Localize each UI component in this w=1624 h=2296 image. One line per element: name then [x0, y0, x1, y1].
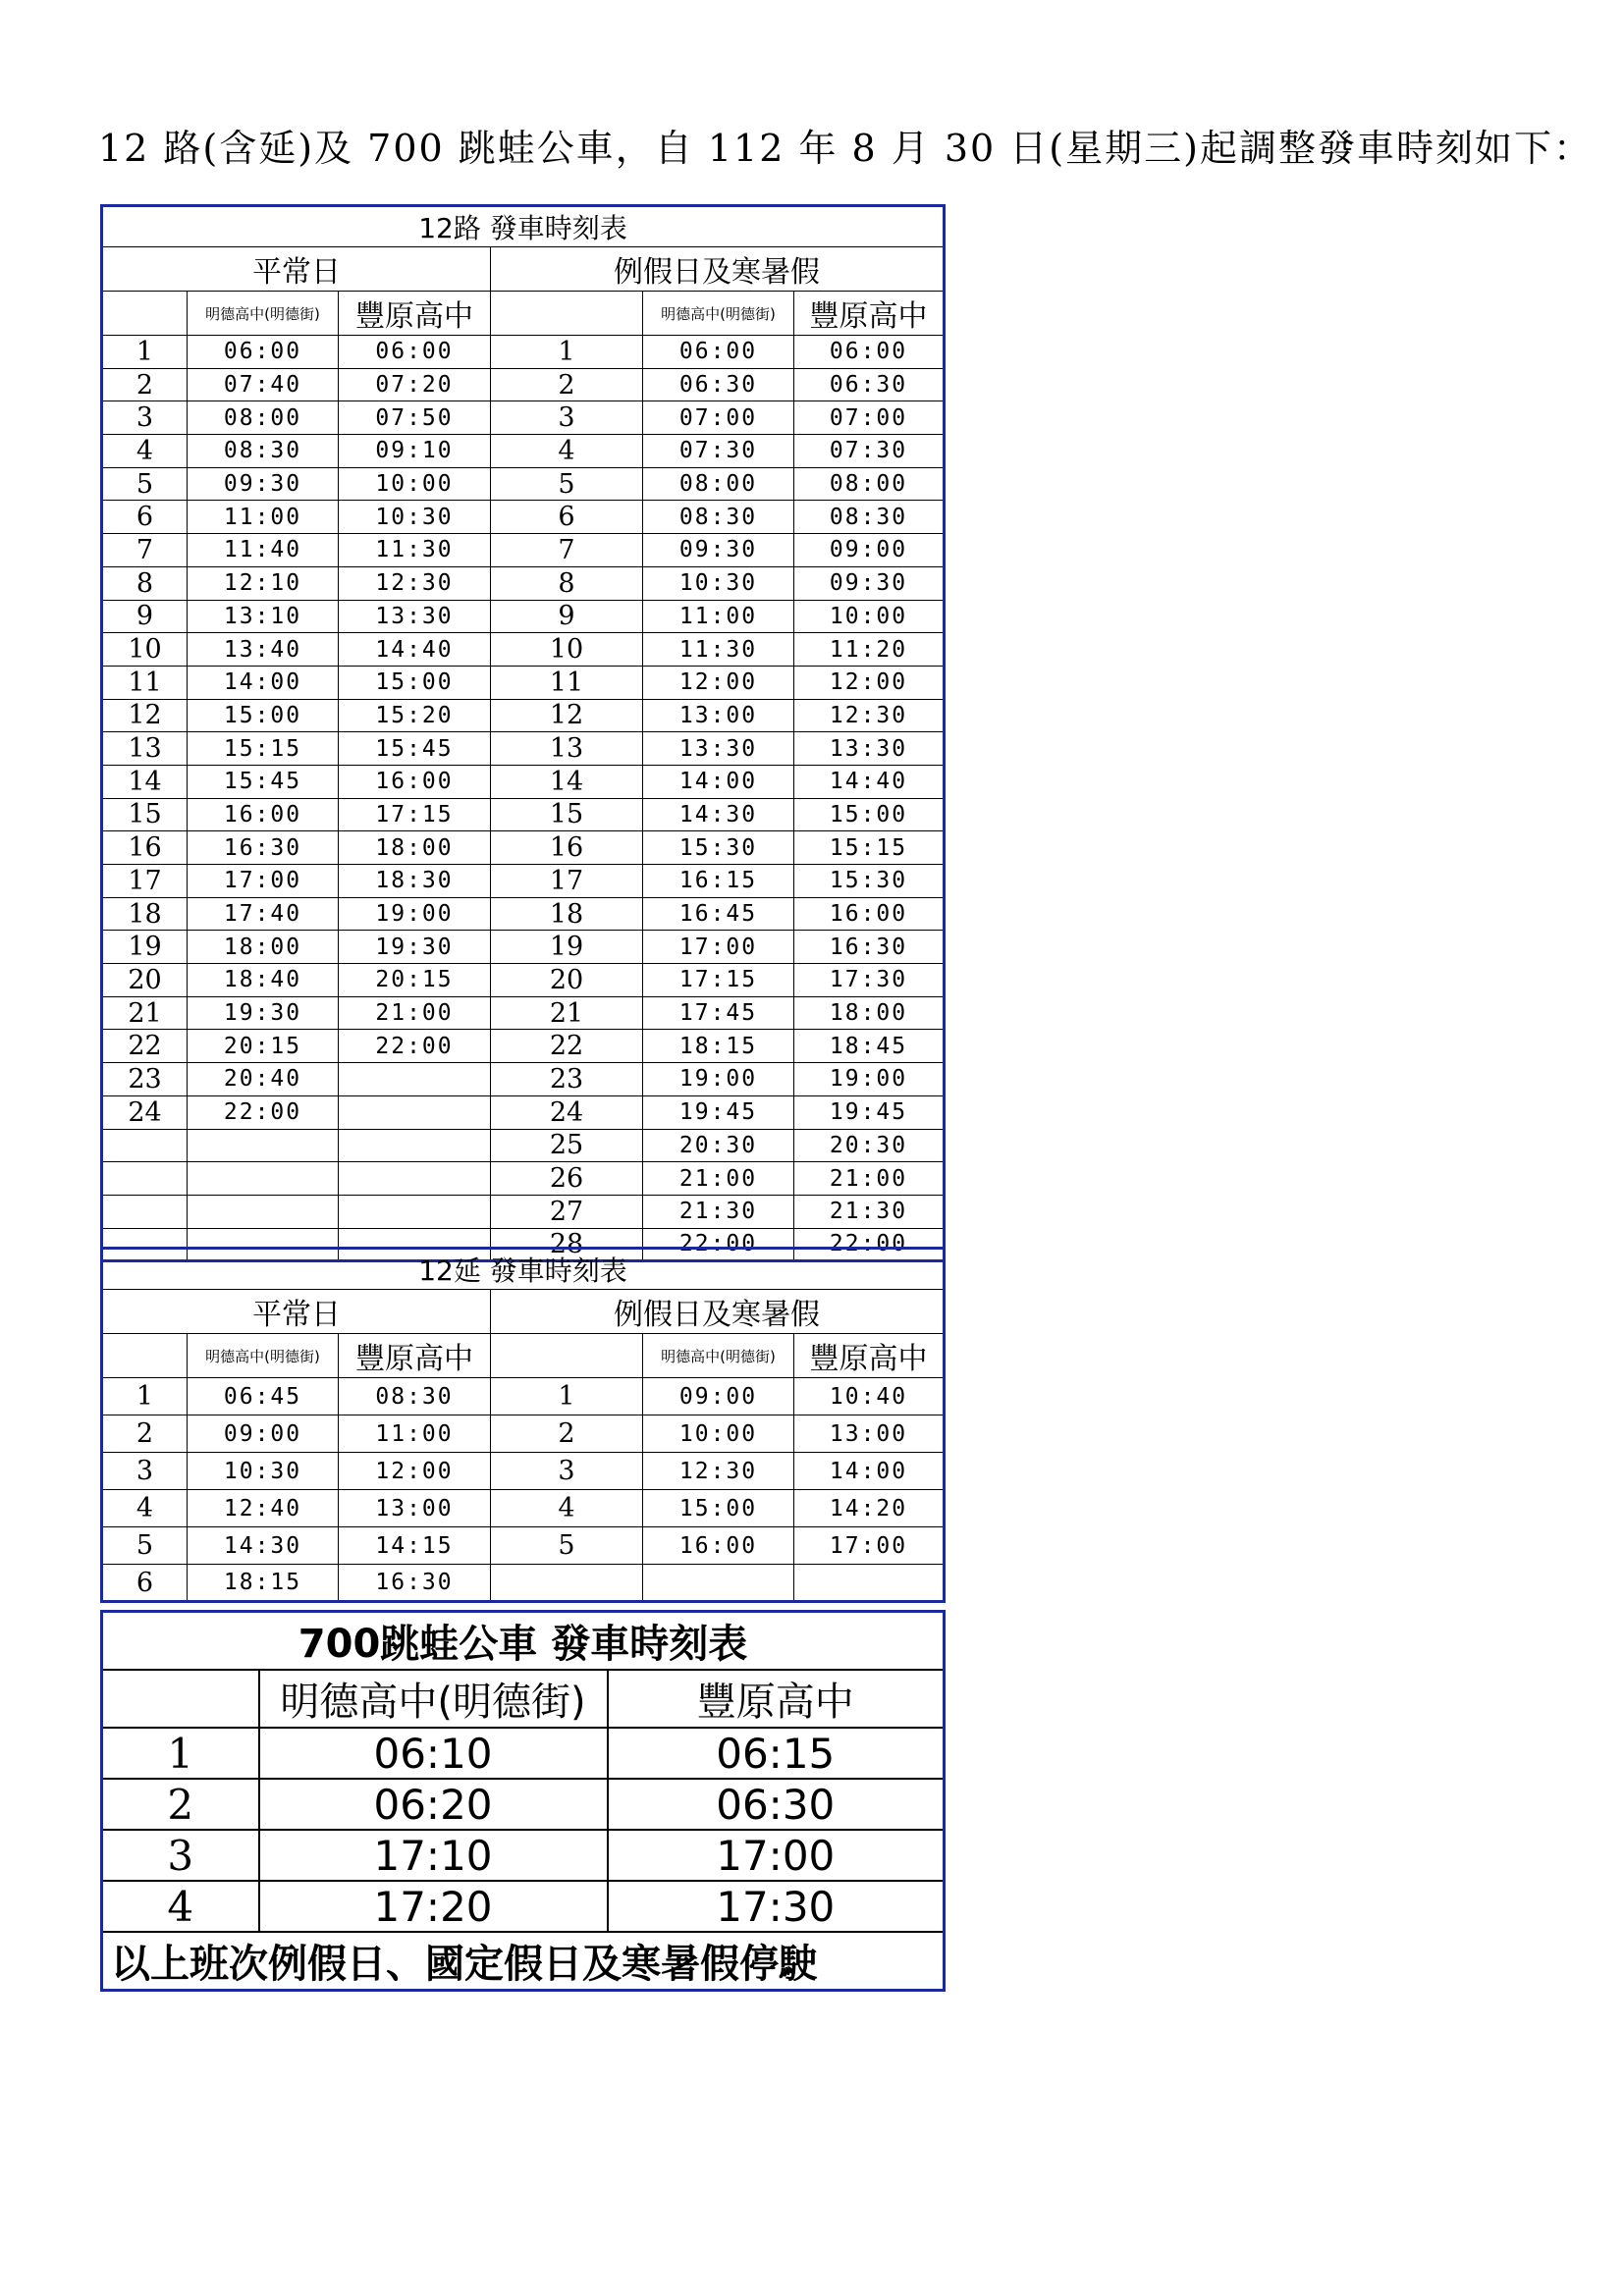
fengyuan-time: 06:15 [608, 1728, 945, 1779]
table-row [102, 566, 945, 600]
holiday-fengyuan-time: 18:00 [794, 996, 945, 1030]
weekday-fengyuan-time: 06:00 [339, 336, 491, 369]
holiday-mingde-time: 10:30 [643, 566, 794, 600]
table-row [102, 831, 945, 865]
holiday-fengyuan-time: 07:00 [794, 401, 945, 435]
holiday-trip-number: 18 [491, 897, 643, 931]
holiday-mingde-time: 20:30 [643, 1129, 794, 1162]
weekday-trip-number: 6 [102, 501, 188, 534]
holiday-trip-number: 4 [491, 435, 643, 468]
table-row [102, 368, 945, 401]
table-row [102, 534, 945, 567]
holiday-trip-number: 19 [491, 931, 643, 964]
weekday-fengyuan-time: 15:00 [339, 666, 491, 699]
weekday-fengyuan-time: 19:30 [339, 931, 491, 964]
weekday-mingde-time: 09:30 [188, 467, 339, 501]
holiday-fengyuan-time: 16:00 [794, 897, 945, 931]
holiday-trip-number: 1 [491, 1378, 643, 1415]
holiday-mingde-time: 12:00 [643, 666, 794, 699]
weekday-mingde-time: 15:00 [188, 699, 339, 732]
holiday-mingde-time: 12:30 [643, 1453, 794, 1490]
table-row [102, 798, 945, 831]
holiday-mingde-time: 13:30 [643, 732, 794, 766]
weekday-fengyuan-time [339, 1095, 491, 1129]
weekday-trip-number: 12 [102, 699, 188, 732]
holiday-fengyuan-time: 14:20 [794, 1490, 945, 1527]
weekday-trip-number: 21 [102, 996, 188, 1030]
holiday-trip-number: 28 [491, 1228, 643, 1261]
holiday-fengyuan-time: 21:00 [794, 1162, 945, 1196]
weekday-trip-number: 3 [102, 401, 188, 435]
table-row [102, 1378, 945, 1415]
weekday-fengyuan-time [339, 1195, 491, 1228]
holiday-mingde-time: 15:00 [643, 1490, 794, 1527]
weekday-trip-number: 13 [102, 732, 188, 766]
table-row [102, 1095, 945, 1129]
holiday-mingde-time: 16:00 [643, 1527, 794, 1565]
weekday-mingde-time: 08:30 [188, 435, 339, 468]
weekday-fengyuan-time: 12:00 [339, 1453, 491, 1490]
holiday-trip-number [491, 1565, 643, 1602]
mingde-time: 06:10 [259, 1728, 608, 1779]
weekday-trip-number: 4 [102, 1490, 188, 1527]
route-12-extension-timetable [100, 1247, 946, 1603]
weekday-trip-number [102, 1162, 188, 1196]
weekday-fengyuan-time: 18:00 [339, 831, 491, 865]
table-row [102, 1779, 945, 1830]
weekday-mingde-time: 15:15 [188, 732, 339, 766]
weekday-mingde-time: 14:00 [188, 666, 339, 699]
holiday-fengyuan-time [794, 1565, 945, 1602]
holiday-fengyuan-time: 15:30 [794, 865, 945, 898]
holiday-fengyuan-time: 12:30 [794, 699, 945, 732]
weekday-header: 平常日 [102, 247, 491, 292]
holiday-fengyuan-time: 17:00 [794, 1527, 945, 1565]
fengyuan-time: 17:30 [608, 1881, 945, 1932]
holiday-mingde-time: 14:00 [643, 765, 794, 798]
holiday-fengyuan-time: 12:00 [794, 666, 945, 699]
table-row [102, 600, 945, 633]
weekday-mingde-time: 20:40 [188, 1063, 339, 1096]
weekday-mingde-time: 17:00 [188, 865, 339, 898]
weekday-mingde-time: 17:40 [188, 897, 339, 931]
weekday-mingde-time: 13:40 [188, 633, 339, 667]
column-header-mingde: 明德高中(明德街) [188, 292, 339, 336]
table-row [102, 699, 945, 732]
weekday-trip-number: 19 [102, 931, 188, 964]
weekday-trip-number: 10 [102, 633, 188, 667]
holiday-fengyuan-time: 08:30 [794, 501, 945, 534]
weekday-trip-number [102, 1129, 188, 1162]
weekday-trip-number: 7 [102, 534, 188, 567]
holiday-trip-number: 24 [491, 1095, 643, 1129]
weekday-trip-number: 5 [102, 1527, 188, 1565]
holiday-fengyuan-time: 06:30 [794, 368, 945, 401]
holiday-trip-number: 23 [491, 1063, 643, 1096]
table-row [102, 1453, 945, 1490]
trip-number: 1 [102, 1728, 259, 1779]
weekday-fengyuan-time: 20:15 [339, 964, 491, 997]
weekday-trip-number: 23 [102, 1063, 188, 1096]
holiday-mingde-time: 09:30 [643, 534, 794, 567]
table-title: 12路 發車時刻表 [102, 206, 945, 247]
column-header-fengyuan: 豐原高中 [339, 1334, 491, 1378]
holiday-trip-number: 17 [491, 865, 643, 898]
weekday-fengyuan-time: 14:40 [339, 633, 491, 667]
weekday-fengyuan-time: 09:10 [339, 435, 491, 468]
table-row [102, 336, 945, 369]
weekday-mingde-time: 16:00 [188, 798, 339, 831]
table-row [102, 1415, 945, 1453]
holiday-mingde-time: 08:00 [643, 467, 794, 501]
table-row [102, 1195, 945, 1228]
route-700-frog-bus-timetable [100, 1610, 946, 1992]
empty-cell [102, 292, 188, 336]
weekday-fengyuan-time: 16:30 [339, 1565, 491, 1602]
weekday-mingde-time: 14:30 [188, 1527, 339, 1565]
holiday-fengyuan-time: 06:00 [794, 336, 945, 369]
holiday-fengyuan-time: 16:30 [794, 931, 945, 964]
weekday-trip-number: 15 [102, 798, 188, 831]
holiday-fengyuan-time: 10:40 [794, 1378, 945, 1415]
table-row [102, 1527, 945, 1565]
holiday-mingde-time [643, 1565, 794, 1602]
weekday-fengyuan-time: 18:30 [339, 865, 491, 898]
holiday-trip-number: 15 [491, 798, 643, 831]
column-header-fengyuan: 豐原高中 [794, 1334, 945, 1378]
column-header-mingde: 明德高中(明德街) [259, 1670, 608, 1728]
weekday-fengyuan-time: 19:00 [339, 897, 491, 931]
holiday-fengyuan-time: 17:30 [794, 964, 945, 997]
weekday-fengyuan-time [339, 1063, 491, 1096]
table-row [102, 1063, 945, 1096]
weekday-mingde-time: 09:00 [188, 1415, 339, 1453]
holiday-fengyuan-time: 09:30 [794, 566, 945, 600]
empty-cell [491, 292, 643, 336]
weekday-trip-number: 24 [102, 1095, 188, 1129]
weekday-mingde-time: 11:00 [188, 501, 339, 534]
holiday-mingde-time: 17:45 [643, 996, 794, 1030]
holiday-mingde-time: 17:00 [643, 931, 794, 964]
weekday-fengyuan-time: 17:15 [339, 798, 491, 831]
weekday-mingde-time: 18:00 [188, 931, 339, 964]
holiday-fengyuan-time: 15:00 [794, 798, 945, 831]
column-header-mingde: 明德高中(明德街) [643, 292, 794, 336]
holiday-mingde-time: 07:00 [643, 401, 794, 435]
table-row [102, 1728, 945, 1779]
holiday-fengyuan-time: 09:00 [794, 534, 945, 567]
table-row [102, 1490, 945, 1527]
table-title: 12延 發車時刻表 [102, 1249, 945, 1290]
weekday-mingde-time: 18:40 [188, 964, 339, 997]
table-row [102, 865, 945, 898]
holiday-fengyuan-time: 20:30 [794, 1129, 945, 1162]
weekday-mingde-time: 10:30 [188, 1453, 339, 1490]
holiday-fengyuan-time: 21:30 [794, 1195, 945, 1228]
table-row [102, 633, 945, 667]
weekday-fengyuan-time: 12:30 [339, 566, 491, 600]
weekday-trip-number: 8 [102, 566, 188, 600]
weekday-trip-number [102, 1195, 188, 1228]
weekday-fengyuan-time: 08:30 [339, 1378, 491, 1415]
weekday-fengyuan-time: 15:20 [339, 699, 491, 732]
holiday-fengyuan-time: 13:30 [794, 732, 945, 766]
holiday-fengyuan-time: 14:40 [794, 765, 945, 798]
weekday-fengyuan-time: 10:00 [339, 467, 491, 501]
weekday-fengyuan-time: 22:00 [339, 1030, 491, 1063]
weekday-trip-number: 14 [102, 765, 188, 798]
mingde-time: 06:20 [259, 1779, 608, 1830]
weekday-fengyuan-time: 07:20 [339, 368, 491, 401]
table-row [102, 401, 945, 435]
holiday-fengyuan-time: 14:00 [794, 1453, 945, 1490]
weekday-mingde-time: 13:10 [188, 600, 339, 633]
holiday-trip-number: 2 [491, 368, 643, 401]
holiday-mingde-time: 17:15 [643, 964, 794, 997]
weekday-header: 平常日 [102, 1290, 491, 1334]
holiday-trip-number: 3 [491, 401, 643, 435]
holiday-fengyuan-time: 08:00 [794, 467, 945, 501]
table-row [102, 732, 945, 766]
column-header-fengyuan: 豐原高中 [608, 1670, 945, 1728]
weekday-mingde-time: 08:00 [188, 401, 339, 435]
table-row [102, 1030, 945, 1063]
holiday-trip-number: 20 [491, 964, 643, 997]
holiday-fengyuan-time: 22:00 [794, 1228, 945, 1261]
holiday-mingde-time: 16:45 [643, 897, 794, 931]
weekday-trip-number: 2 [102, 1415, 188, 1453]
fengyuan-time: 17:00 [608, 1830, 945, 1881]
weekday-mingde-time: 22:00 [188, 1095, 339, 1129]
weekday-trip-number: 4 [102, 435, 188, 468]
column-header-fengyuan: 豐原高中 [339, 292, 491, 336]
holiday-trip-number: 5 [491, 467, 643, 501]
holiday-mingde-time: 09:00 [643, 1378, 794, 1415]
holiday-trip-number: 8 [491, 566, 643, 600]
weekday-mingde-time [188, 1195, 339, 1228]
column-header-mingde: 明德高中(明德街) [643, 1334, 794, 1378]
table-title: 700跳蛙公車 發車時刻表 [102, 1612, 945, 1671]
holiday-trip-number: 3 [491, 1453, 643, 1490]
weekday-fengyuan-time: 11:00 [339, 1415, 491, 1453]
weekday-mingde-time: 18:15 [188, 1565, 339, 1602]
holiday-mingde-time: 08:30 [643, 501, 794, 534]
holiday-header: 例假日及寒暑假 [491, 247, 945, 292]
table-row [102, 666, 945, 699]
holiday-mingde-time: 19:45 [643, 1095, 794, 1129]
holiday-trip-number: 13 [491, 732, 643, 766]
weekday-fengyuan-time: 10:30 [339, 501, 491, 534]
weekday-fengyuan-time: 07:50 [339, 401, 491, 435]
trip-number: 3 [102, 1830, 259, 1881]
holiday-fengyuan-time: 07:30 [794, 435, 945, 468]
holiday-fengyuan-time: 18:45 [794, 1030, 945, 1063]
weekday-fengyuan-time: 13:30 [339, 600, 491, 633]
weekday-mingde-time: 16:30 [188, 831, 339, 865]
weekday-fengyuan-time: 11:30 [339, 534, 491, 567]
weekday-mingde-time: 07:40 [188, 368, 339, 401]
column-header-fengyuan: 豐原高中 [794, 292, 945, 336]
weekday-trip-number: 3 [102, 1453, 188, 1490]
holiday-trip-number: 1 [491, 336, 643, 369]
holiday-mingde-time: 19:00 [643, 1063, 794, 1096]
holiday-trip-number: 27 [491, 1195, 643, 1228]
holiday-mingde-time: 06:00 [643, 336, 794, 369]
weekday-trip-number: 2 [102, 368, 188, 401]
table-row [102, 996, 945, 1030]
weekday-trip-number: 16 [102, 831, 188, 865]
holiday-trip-number: 16 [491, 831, 643, 865]
weekday-fengyuan-time [339, 1162, 491, 1196]
weekday-trip-number: 18 [102, 897, 188, 931]
holiday-fengyuan-time: 10:00 [794, 600, 945, 633]
weekday-trip-number: 5 [102, 467, 188, 501]
weekday-mingde-time: 15:45 [188, 765, 339, 798]
weekday-fengyuan-time [339, 1129, 491, 1162]
table-row [102, 1881, 945, 1932]
table-row [102, 931, 945, 964]
weekday-trip-number: 9 [102, 600, 188, 633]
weekday-mingde-time: 06:45 [188, 1378, 339, 1415]
holiday-trip-number: 5 [491, 1527, 643, 1565]
weekday-mingde-time: 12:40 [188, 1490, 339, 1527]
empty-cell [102, 1670, 259, 1728]
weekday-trip-number: 22 [102, 1030, 188, 1063]
holiday-trip-number: 14 [491, 765, 643, 798]
table-row [102, 897, 945, 931]
suspension-note: 以上班次例假日、國定假日及寒暑假停駛 [102, 1932, 945, 1991]
weekday-mingde-time: 20:15 [188, 1030, 339, 1063]
weekday-fengyuan-time: 15:45 [339, 732, 491, 766]
table-row [102, 1830, 945, 1881]
weekday-mingde-time: 11:40 [188, 534, 339, 567]
holiday-trip-number: 11 [491, 666, 643, 699]
weekday-mingde-time [188, 1129, 339, 1162]
table-row [102, 1565, 945, 1602]
weekday-fengyuan-time: 13:00 [339, 1490, 491, 1527]
weekday-fengyuan-time: 21:00 [339, 996, 491, 1030]
holiday-trip-number: 10 [491, 633, 643, 667]
holiday-trip-number: 12 [491, 699, 643, 732]
trip-number: 2 [102, 1779, 259, 1830]
holiday-fengyuan-time: 13:00 [794, 1415, 945, 1453]
weekday-trip-number: 11 [102, 666, 188, 699]
table-row [102, 435, 945, 468]
trip-number: 4 [102, 1881, 259, 1932]
weekday-mingde-time: 12:10 [188, 566, 339, 600]
holiday-trip-number: 9 [491, 600, 643, 633]
holiday-header: 例假日及寒暑假 [491, 1290, 945, 1334]
table-row [102, 765, 945, 798]
holiday-mingde-time: 15:30 [643, 831, 794, 865]
holiday-trip-number: 25 [491, 1129, 643, 1162]
holiday-trip-number: 26 [491, 1162, 643, 1196]
weekday-fengyuan-time: 16:00 [339, 765, 491, 798]
table-row [102, 1162, 945, 1196]
holiday-mingde-time: 16:15 [643, 865, 794, 898]
holiday-mingde-time: 13:00 [643, 699, 794, 732]
holiday-mingde-time: 10:00 [643, 1415, 794, 1453]
holiday-mingde-time: 21:30 [643, 1195, 794, 1228]
weekday-trip-number: 6 [102, 1565, 188, 1602]
holiday-fengyuan-time: 19:45 [794, 1095, 945, 1129]
holiday-fengyuan-time: 19:00 [794, 1063, 945, 1096]
table-row [102, 964, 945, 997]
weekday-trip-number: 1 [102, 336, 188, 369]
table-row [102, 1129, 945, 1162]
holiday-trip-number: 22 [491, 1030, 643, 1063]
holiday-fengyuan-time: 15:15 [794, 831, 945, 865]
holiday-mingde-time: 14:30 [643, 798, 794, 831]
fengyuan-time: 06:30 [608, 1779, 945, 1830]
weekday-mingde-time [188, 1162, 339, 1196]
holiday-mingde-time: 22:00 [643, 1228, 794, 1261]
holiday-trip-number: 4 [491, 1490, 643, 1527]
mingde-time: 17:10 [259, 1830, 608, 1881]
table-row [102, 501, 945, 534]
holiday-mingde-time: 07:30 [643, 435, 794, 468]
mingde-time: 17:20 [259, 1881, 608, 1932]
weekday-fengyuan-time: 14:15 [339, 1527, 491, 1565]
holiday-trip-number: 6 [491, 501, 643, 534]
holiday-trip-number: 2 [491, 1415, 643, 1453]
holiday-mingde-time: 11:00 [643, 600, 794, 633]
empty-cell [102, 1334, 188, 1378]
empty-cell [491, 1334, 643, 1378]
holiday-trip-number: 7 [491, 534, 643, 567]
holiday-mingde-time: 06:30 [643, 368, 794, 401]
weekday-trip-number: 1 [102, 1378, 188, 1415]
table-row [102, 467, 945, 501]
page-title: 12 路(含延)及 700 跳蛙公車，自 112 年 8 月 30 日(星期三)起調整發車時刻如下： [98, 127, 1593, 170]
weekday-mingde-time: 06:00 [188, 336, 339, 369]
holiday-mingde-time: 21:00 [643, 1162, 794, 1196]
holiday-fengyuan-time: 11:20 [794, 633, 945, 667]
holiday-mingde-time: 18:15 [643, 1030, 794, 1063]
weekday-trip-number: 17 [102, 865, 188, 898]
weekday-trip-number: 20 [102, 964, 188, 997]
weekday-mingde-time: 19:30 [188, 996, 339, 1030]
holiday-mingde-time: 11:30 [643, 633, 794, 667]
route-12-timetable [100, 204, 946, 1262]
table-row [102, 1932, 945, 1991]
column-header-mingde: 明德高中(明德街) [188, 1334, 339, 1378]
holiday-trip-number: 21 [491, 996, 643, 1030]
